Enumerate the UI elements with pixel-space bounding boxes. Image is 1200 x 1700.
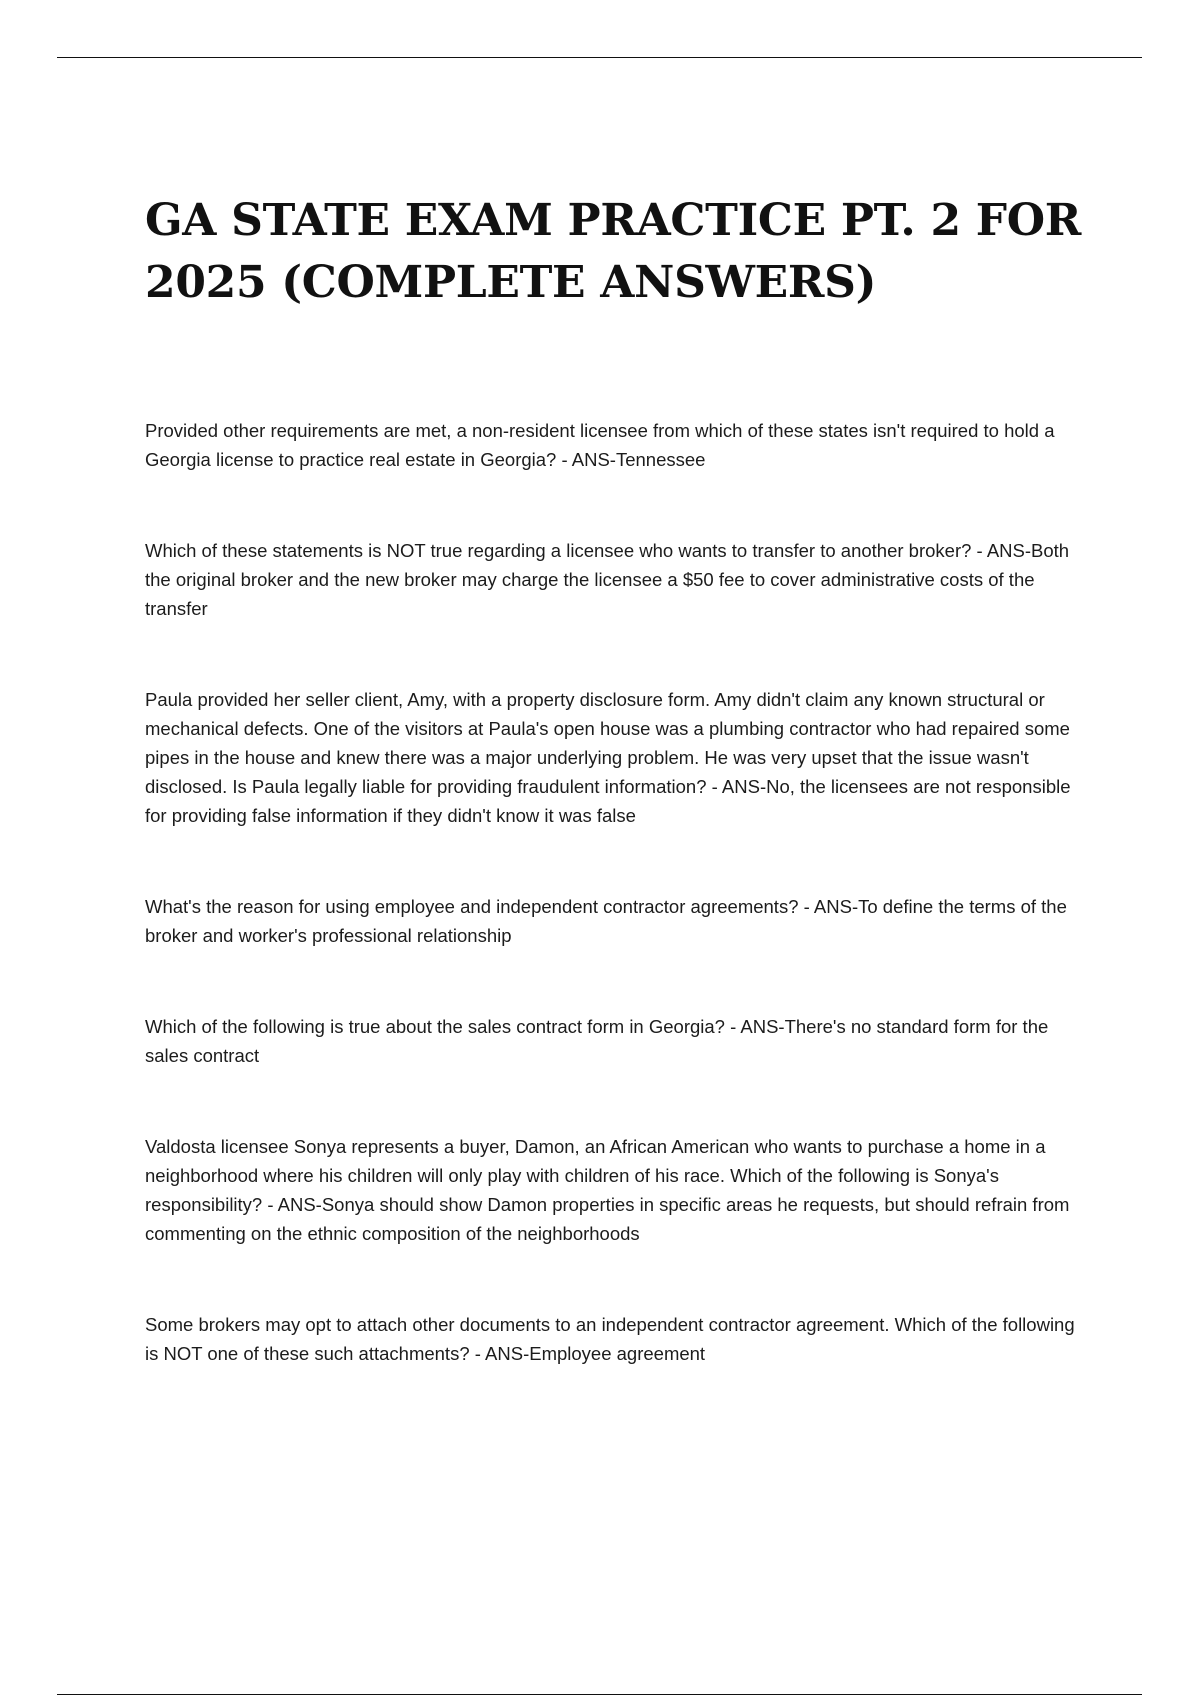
- qa-entry: Valdosta licensee Sonya represents a buyer, Damon, an African American who wants to purchase a home in a neighborhood where his children will only play with children of his race. Which of the following is Sonya's responsibility? - ANS-Sonya should show Damon properties in specific areas he requests, but should refrain from commenting on the ethnic composition of the neighborhoods: [145, 1136, 1070, 1244]
- footer-rule: [57, 1694, 1142, 1695]
- qa-entry: Provided other requirements are met, a non-resident licensee from which of these states isn't required to hold a Georgia license to practice real estate in Georgia? - ANS-Tennessee: [145, 420, 1055, 470]
- qa-entry: Paula provided her seller client, Amy, with a property disclosure form. Amy didn't claim any known structural or mechanical defects. One of the visitors at Paula's open house was a plumbing contractor who had repaired some pipes in the house and knew there was a major underlying problem. He was very upset that the issue wasn't disclosed. Is Paula legally liable for providing fraudulent information? - ANS-No, the licensees are not responsible for providing false information if they didn't know it was false: [145, 689, 1071, 826]
- qa-entry: Which of these statements is NOT true regarding a licensee who wants to transfer to another broker? - ANS-Both the original broker and the new broker may charge the licensee a $50 fee to cover administrative costs of the transfer: [145, 540, 1070, 619]
- qa-entry: Which of the following is true about the sales contract form in Georgia? - ANS-There's no standard form for the sales contract: [145, 1016, 1049, 1066]
- header-rule: [57, 57, 1142, 58]
- qa-list: [145, 416, 1090, 1368]
- qa-entry: Some brokers may opt to attach other documents to an independent contractor agreement. Which of the following is NOT one of these such attachments? - ANS-Employee agreement: [145, 1314, 1075, 1364]
- qa-entry: What's the reason for using employee and independent contractor agreements? - ANS-To define the terms of the broker and worker's professional relationship: [145, 896, 1067, 946]
- document-title: GA STATE EXAM PRACTICE PT. 2 FOR 2025 (COMPLETE ANSWERS): [145, 195, 1082, 308]
